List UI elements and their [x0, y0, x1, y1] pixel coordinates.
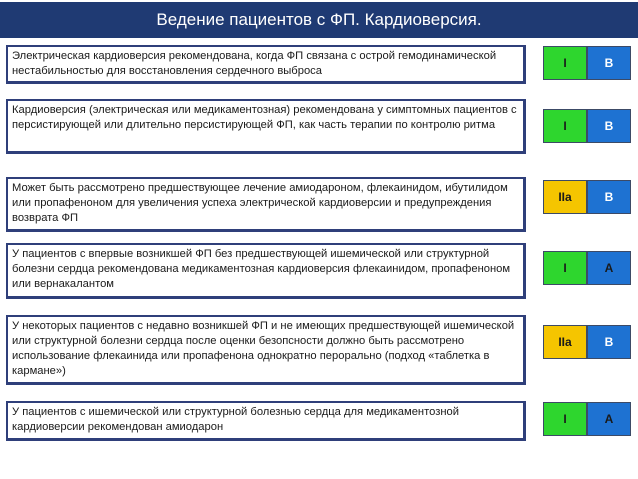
level-badge-4: A: [587, 251, 631, 285]
level-badge-5: B: [587, 325, 631, 359]
level-badge-3: B: [587, 180, 631, 214]
recommendation-text-5: У некоторых пациентов с недавно возникшей ФП и не имеющих предшествующей ишемической или структурной болезни сердца после оценки безопсности должно быть рассмотрено использование флекаинида или пропафенона однократно перорально (подход «таблетка в кармане»): [6, 315, 526, 385]
class-badge-6: I: [543, 402, 587, 436]
class-badge-5: IIa: [543, 325, 587, 359]
level-badge-6: A: [587, 402, 631, 436]
class-badge-2: I: [543, 109, 587, 143]
recommendation-text-3: Может быть рассмотрено предшествующее лечение амиодароном, флекаинидом, ибутилидом или пропафеноном для увеличения успеха электрической кардиоверсии и предупреждения возврата ФП: [6, 177, 526, 232]
level-badge-2: B: [587, 109, 631, 143]
class-badge-4: I: [543, 251, 587, 285]
recommendation-text-6: У пациентов с ишемической или структурной болезнью сердца для медикаментозной кардиоверсии рекомендован амиодарон: [6, 401, 526, 441]
class-badge-1: I: [543, 46, 587, 80]
level-badge-1: B: [587, 46, 631, 80]
recommendation-text-4: У пациентов с впервые возникшей ФП без предшествующей ишемической или структурной болезни сердца рекомендована медикаментозная кардиоверсия флекаинидом, пропафеноном или вернакалантом: [6, 243, 526, 299]
class-badge-3: IIa: [543, 180, 587, 214]
recommendation-text-2: Кардиоверсия (электрическая или медикаментозная) рекомендована у симптомных пациентов с персистирующей или длительно персистирующей ФП, как часть терапии по контролю ритма: [6, 99, 526, 154]
page-title: Ведение пациентов с ФП. Кардиоверсия.: [0, 2, 638, 38]
recommendation-text-1: Электрическая кардиоверсия рекомендована, когда ФП связана с острой гемодинамической нестабильностью для восстановления сердечного выброса: [6, 45, 526, 84]
